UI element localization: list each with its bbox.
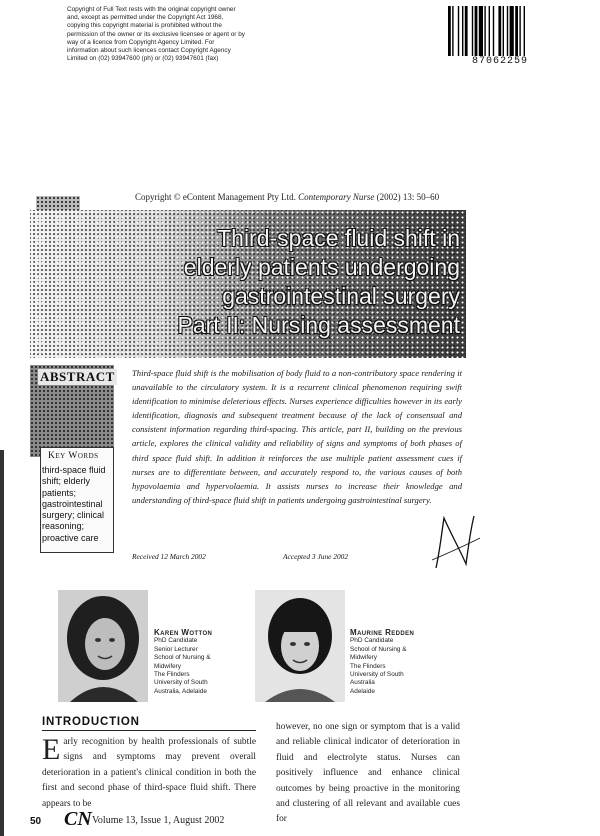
received-date: Received 12 March 2002: [132, 552, 206, 561]
introduction-rule: [42, 730, 256, 731]
title-line: elderly patients undergoing: [183, 254, 460, 280]
author-name: Maurine Redden: [350, 628, 415, 637]
keyword-item: proactive care: [42, 532, 99, 543]
footer-issue-text: Volume 13, Issue 1, August 2002: [92, 815, 225, 826]
barcode-number: 87062259: [471, 56, 528, 67]
keyword-item: reasoning;: [42, 521, 85, 532]
author-line: Australia: [350, 679, 375, 687]
abstract-text: Third-space fluid shift is the mobilisation of body fluid to a non-contributory space rendering it unavailable to the circulatory system. It is a recurrent clinical phenomenon requiring swift identification to minimise deleterious effects. Nurses experience difficulties however in its early identification, diagnosis and subsequent treatment because of the lack of consensual and consistent information regarding third-spacing. This article, part II, building on the previous article, explores the clinical validity and reliability of signs and symptoms of both phases of third space fluid shift. In addition it reinforces the use multiple patient assessment cues if nurses are to differentiate between, and accurately respond to, the various causes of both hypovolaemia and hypervolaemia. It assists nurses to increase their knowledge and understanding of third-space fluid shift in patients undergoing gastrointestinal surgery.: [132, 368, 462, 505]
keyword-item: patients;: [42, 487, 77, 498]
author-line: University of South: [154, 679, 208, 687]
author-line: Senior Lecturer: [154, 645, 198, 653]
introduction-column-1: [42, 735, 256, 812]
author-line: The Flinders: [154, 671, 190, 679]
page-number: 50: [30, 816, 42, 827]
author-line: PhD Candidate: [154, 637, 198, 645]
keywords-list: [42, 465, 116, 544]
journal-header: [135, 192, 465, 202]
journal-header-prefix: Copyright © eContent Management Pty Ltd.: [135, 192, 296, 202]
author-info: [154, 629, 254, 696]
title-banner: [30, 210, 466, 358]
author-line: Australia, Adelaide: [154, 687, 207, 695]
abstract-heading: ABSTRACT: [40, 369, 115, 384]
title-line: gastrointestinal surgery: [222, 283, 460, 309]
keyword-item: third-space fluid: [42, 465, 106, 475]
author-line: PhD Candidate: [350, 637, 394, 645]
title-line: Part II: Nursing assessment: [177, 312, 460, 338]
author-photo: [255, 590, 345, 702]
copyright-notice: Copyright of Full Text rests with the original copyright owner and, except as permitted under the Copyright Act 1968, copying this copyright material is prohibited without the permission of the owner or its exclusive licensee or agent or by way of a licence from Copyright Agency Limited. For information about such licences contact Copyright Agency Limited on (02) 93947600 (ph) or (02) 93947601 (fax): [67, 6, 245, 63]
author-line: University of South: [350, 671, 404, 679]
keywords-heading: Key Words: [48, 451, 99, 461]
author-name: Karen Wotton: [154, 628, 213, 637]
accepted-date: Accepted 3 June 2002: [283, 552, 349, 561]
author-info: [350, 629, 450, 696]
author-line: School of Nursing &: [350, 645, 407, 653]
author-line: The Flinders: [350, 662, 386, 670]
author-line: Midwifery: [350, 654, 377, 662]
introduction-heading: INTRODUCTION: [42, 716, 140, 728]
scan-margin-streak: [0, 450, 4, 836]
keyword-item: shift; elderly: [42, 476, 91, 487]
keyword-item: gastrointestinal: [42, 498, 103, 509]
title-line: Third-space fluid shift in: [217, 225, 460, 251]
author-line: School of Nursing &: [154, 654, 211, 662]
keyword-item: surgery; clinical: [42, 510, 105, 521]
drop-cap: E: [42, 733, 61, 766]
author-line: Midwifery: [154, 662, 181, 670]
journal-logo: CN: [64, 808, 92, 830]
barcode: [448, 6, 552, 68]
signature-flourish-icon: [430, 510, 485, 574]
barcode-icon: [448, 6, 552, 56]
article-title: [60, 224, 460, 340]
introduction-column-2: however, no one sign or symptom that is a valid and reliable clinical indicator of deterioration in fluid and electrolyte status. Nurses can positively influence and enhance clinical outcomes by being proactive in the monitoring and clustering of all relevant and available cues for: [276, 722, 460, 825]
author-photo: [58, 590, 148, 702]
author-line: Adelaide: [350, 687, 375, 695]
introduction-text-1: arly recognition by health professionals of subtle signs and symptoms may prevent overall deterioration in a patient's clinical condition in both the first and second phase of third-space fluid shift. There appears to be: [42, 737, 256, 809]
journal-header-journal: Contemporary Nurse: [298, 192, 375, 202]
journal-header-suffix: (2002) 13: 50–60: [376, 192, 440, 202]
